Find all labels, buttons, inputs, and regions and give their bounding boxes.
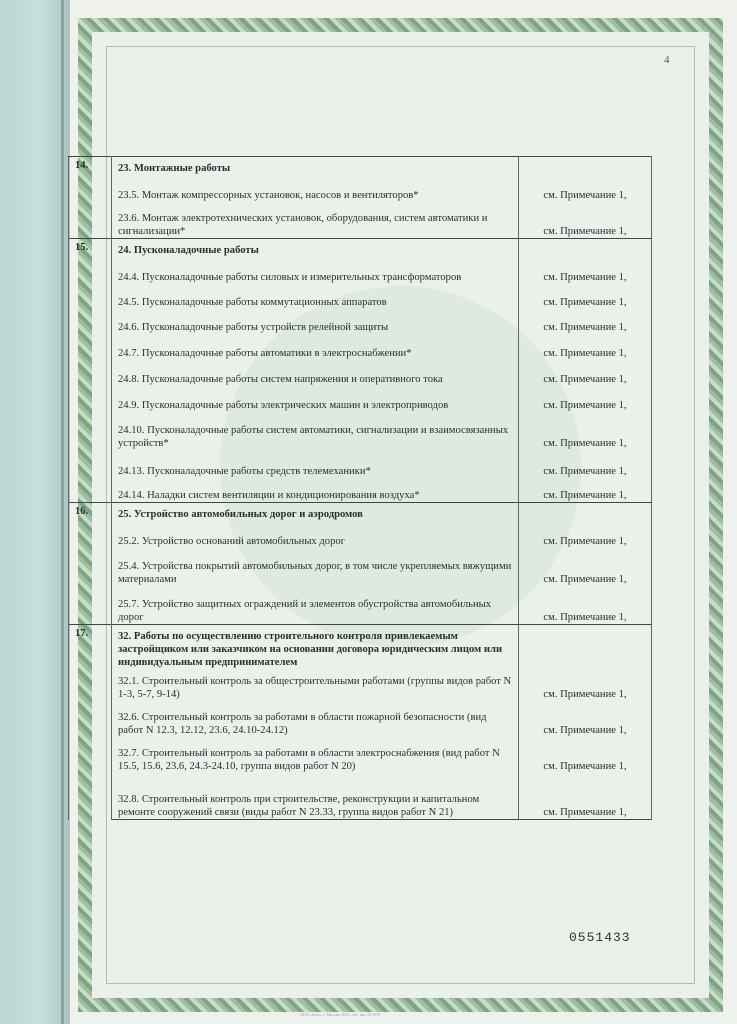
- work-note-reference: см. Примечание 1,: [519, 386, 652, 412]
- work-note-reference: см. Примечание 1,: [519, 521, 652, 548]
- page-number: 4: [664, 54, 670, 66]
- work-description: 23.5. Монтаж компрессорных установок, насосов и вентиляторов*: [112, 175, 519, 202]
- work-note-reference: см. Примечание 1,: [519, 257, 652, 284]
- group-title: 32. Работы по осуществлению строительного контроля привлекаемым застройщиком или заказчиком на основании договора юридическим лицом или индивидуальным предпринимателем: [112, 625, 519, 670]
- work-note-reference: см. Примечание 1,: [519, 450, 652, 478]
- work-description: 24.6. Пусконаладочные работы устройств релейной защиты: [112, 309, 519, 334]
- table-row: [69, 309, 652, 334]
- group-number: 14.: [69, 157, 112, 239]
- table-row: [69, 773, 652, 820]
- table-row: [69, 586, 652, 625]
- group-number: 16.: [69, 503, 112, 625]
- work-description: 24.9. Пусконаладочные работы электрических машин и электроприводов: [112, 386, 519, 412]
- work-note-reference: см. Примечание 1,: [519, 737, 652, 773]
- table-group-row: [69, 157, 652, 176]
- table-row: [69, 386, 652, 412]
- work-description: 24.5. Пусконаладочные работы коммутационных аппаратов: [112, 284, 519, 309]
- work-note-reference: см. Примечание 1,: [519, 701, 652, 737]
- work-note-reference: см. Примечание 1,: [519, 360, 652, 386]
- work-note-reference: см. Примечание 1,: [519, 175, 652, 202]
- serial-number: 0551433: [569, 930, 631, 945]
- work-note-reference: см. Примечание 1,: [519, 412, 652, 450]
- table-group-row: [69, 625, 652, 670]
- work-description: 32.1. Строительный контроль за общестроительными работами (группы видов работ N 1-3, 5-7, 9-14): [112, 669, 519, 701]
- group-number: 15.: [69, 239, 112, 503]
- table-row: [69, 669, 652, 701]
- work-description: 24.13. Пусконаладочные работы средств телемеханики*: [112, 450, 519, 478]
- group-title: 23. Монтажные работы: [112, 157, 519, 176]
- group-title: 25. Устройство автомобильных дорог и аэродромов: [112, 503, 519, 522]
- work-description: 25.4. Устройства покрытий автомобильных дорог, в том числе укрепляемых вяжущими материалами: [112, 548, 519, 586]
- work-description: 24.10. Пусконаладочные работы систем автоматики, сигнализации и взаимосвязанных устройств*: [112, 412, 519, 450]
- page-fold: [61, 0, 64, 1024]
- work-description: 24.4. Пусконаладочные работы силовых и измерительных трансформаторов: [112, 257, 519, 284]
- work-note-reference: см. Примечание 1,: [519, 548, 652, 586]
- work-note-reference: см. Примечание 1,: [519, 478, 652, 503]
- work-description: 24.7. Пусконаладочные работы автоматики в электроснабжении*: [112, 334, 519, 360]
- work-description: 24.8. Пусконаладочные работы систем напряжения и оперативного тока: [112, 360, 519, 386]
- table-row: [69, 548, 652, 586]
- work-note-reference: см. Примечание 1,: [519, 334, 652, 360]
- table-group-row: [69, 503, 652, 522]
- table-row: [69, 202, 652, 239]
- group-title-ref-cell: [519, 625, 652, 670]
- group-number: 17.: [69, 625, 112, 820]
- group-title-ref-cell: [519, 157, 652, 176]
- work-description: 24.14. Наладки систем вентиляции и кондиционирования воздуха*: [112, 478, 519, 503]
- table-row: [69, 360, 652, 386]
- table-row: [69, 737, 652, 773]
- work-note-reference: см. Примечание 1,: [519, 309, 652, 334]
- group-title: 24. Пусконаладочные работы: [112, 239, 519, 258]
- table-row: [69, 478, 652, 503]
- work-note-reference: см. Примечание 1,: [519, 586, 652, 625]
- table-row: [69, 412, 652, 450]
- table-row: [69, 284, 652, 309]
- left-page-edge: [0, 0, 72, 1024]
- work-note-reference: см. Примечание 1,: [519, 284, 652, 309]
- work-description: 23.6. Монтаж электротехнических установок, оборудования, систем автоматики и сигнализации*: [112, 202, 519, 239]
- work-description: 32.6. Строительный контроль за работами в области пожарной безопасности (вид работ N 12.3, 12.12, 23.6, 24.10-24.12): [112, 701, 519, 737]
- table-row: [69, 450, 652, 478]
- table-row: [69, 334, 652, 360]
- work-description: 25.7. Устройство защитных ограждений и элементов обустройства автомобильных дорог: [112, 586, 519, 625]
- group-title-ref-cell: [519, 503, 652, 522]
- work-description: 32.8. Строительный контроль при строительстве, реконструкции и капитальном ремонте сооружений связи (виды работ N 23.33, группа видов работ N 21): [112, 773, 519, 820]
- work-description: 32.7. Строительный контроль за работами в области электроснабжения (вид работ N 15.5, 15.6, 23.6, 24.3-24.10, группа видов работ N 20): [112, 737, 519, 773]
- table-group-row: [69, 239, 652, 258]
- printer-footer: ООО «Бэлс», г. Москва, 2013, «Б», зак. 16-9379: [300, 1012, 381, 1017]
- table-row: [69, 257, 652, 284]
- group-title-ref-cell: [519, 239, 652, 258]
- work-description: 25.2. Устройство оснований автомобильных дорог: [112, 521, 519, 548]
- work-note-reference: см. Примечание 1,: [519, 669, 652, 701]
- work-note-reference: см. Примечание 1,: [519, 202, 652, 239]
- document-sheet: [70, 0, 737, 1024]
- works-table: [68, 156, 652, 820]
- table-row: [69, 175, 652, 202]
- table-row: [69, 701, 652, 737]
- table-row: [69, 521, 652, 548]
- work-note-reference: см. Примечание 1,: [519, 773, 652, 820]
